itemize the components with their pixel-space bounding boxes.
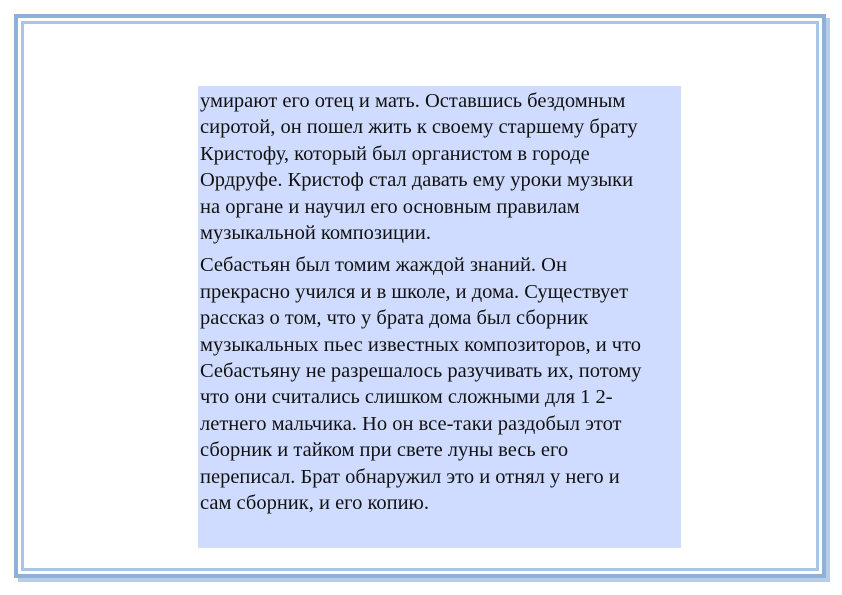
slide-shadow-right — [826, 18, 830, 580]
slide-shadow-bottom — [18, 578, 830, 582]
text-box — [198, 86, 681, 548]
paragraph-1: умирают его отец и мать. Оставшись бездомным сиротой, он пошел жить к своему старшему брату Кристофу, который был органистом в городе Ордруфе. Кристоф стал давать ему уроки музыки на органе и научил его основным правилам музыкальной композиции. — [200, 90, 638, 245]
paragraph-2: Себастьян был томим жаждой знаний. Он прекрасно учился и в школе, и дома. Существует рассказ о том, что у брата дома был сборник музыкальных пьес известных композиторов, и что Себастьяну не разрешалось разучивать их, потому что они считались слишком сложными для 1 2- летнего мальчика. Но он все-таки раздобыл этот сборник и тайком при свете луны весь его переписал. Брат обнаружил это и отнял у него и сам сборник, и его копию. — [200, 254, 642, 515]
